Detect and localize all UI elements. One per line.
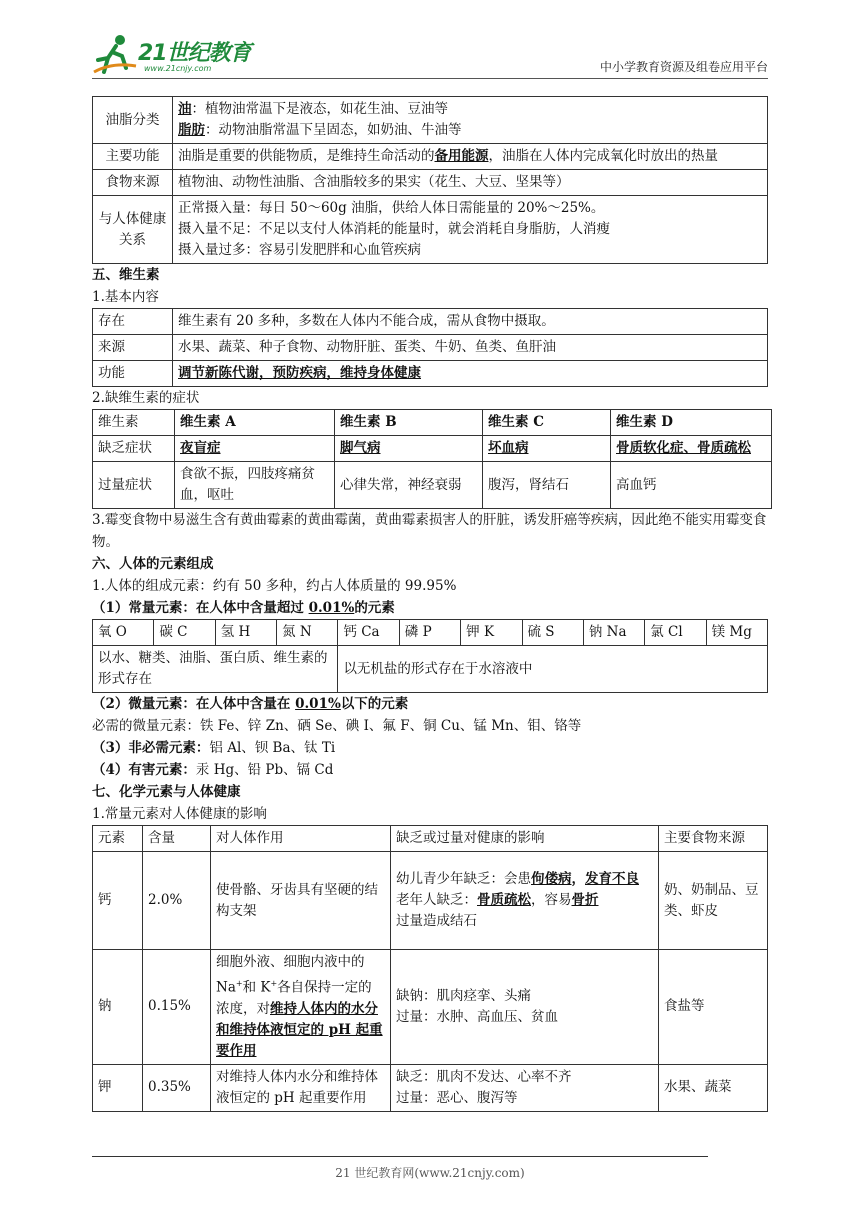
- role-text: 和 K: [242, 979, 271, 996]
- over-cell: 高血钙: [611, 462, 772, 509]
- table-row: [93, 852, 768, 950]
- class-label: 油脂分类: [93, 97, 173, 144]
- vit-header: 维生素 A: [175, 410, 335, 436]
- logo: [92, 32, 262, 76]
- subheading: 1.基本内容: [92, 289, 159, 305]
- vitamin-symptom-table: [92, 409, 772, 509]
- major-heading: [92, 597, 768, 619]
- col-header: 对人体作用: [211, 826, 391, 852]
- element-food: 食盐等: [659, 950, 768, 1065]
- subheading: 2.缺维生素的症状: [92, 390, 200, 406]
- over-cell: 食欲不振，四肢疼痛贫血，呕吐: [175, 462, 335, 509]
- table-row: [93, 97, 768, 144]
- minor-heading: [92, 693, 768, 715]
- col-header: 元素: [93, 826, 143, 852]
- element-health-table: [92, 825, 768, 1112]
- effect-text: 过量造成结石: [396, 913, 477, 929]
- runner-logo-icon: [92, 32, 138, 76]
- logo-text: 21世纪教育: [138, 41, 251, 66]
- elements-table: [92, 619, 768, 693]
- role-term: 维持人体内的水分和维持体液恒定的 pH 起重要作用: [216, 1000, 383, 1059]
- effect-text: 过量：水肿、高血压、贫血: [396, 1008, 558, 1025]
- element-cell: 碳 C: [154, 620, 215, 646]
- note-paragraph: 3.霉变食物中易滋生含有黄曲霉素的黄曲霉菌，黄曲霉素损害人的肝脏，诱发肝癌等疾病，因此绝不能实用霉变食物。: [92, 512, 767, 550]
- col-header: 缺乏或过量对健康的影响: [391, 826, 659, 852]
- vitamin-basic-table: [92, 308, 768, 387]
- element-cell: 钾 K: [461, 620, 522, 646]
- oil-term: 油: [178, 101, 192, 117]
- element-name: 钠: [93, 950, 143, 1065]
- basic-value: 水果、蔬菜、种子食物、动物肝脏、蛋类、牛奶、鱼类、鱼肝油: [173, 335, 768, 361]
- table-row: [93, 646, 768, 693]
- subheading: 1.常量元素对人体健康的影响: [92, 806, 267, 822]
- section-title: 五、维生素: [92, 267, 160, 283]
- role-text: 各自保持一定的浓度，对: [216, 979, 372, 1017]
- basic-value: 调节新陈代谢，预防疾病，维持身体健康: [173, 361, 768, 387]
- table-row: [93, 361, 768, 387]
- element-cell: 钙 Ca: [338, 620, 399, 646]
- element-effect: [391, 1064, 659, 1111]
- element-effect: [391, 950, 659, 1065]
- table-row: [93, 620, 768, 646]
- table-row: [93, 196, 768, 264]
- table-row: [93, 410, 772, 436]
- basic-key: 功能: [93, 361, 173, 387]
- health-low: 摄入量不足：不足以支付人体消耗的能量时，就会消耗自身脂肪，人消瘦: [178, 221, 610, 237]
- health-label: 与人体健康关系: [93, 196, 173, 264]
- vit-header: 维生素: [93, 410, 175, 436]
- table-row: [93, 826, 768, 852]
- health-cell: [173, 196, 768, 264]
- document-body: [92, 96, 768, 1112]
- page-header: [92, 32, 768, 79]
- composition-line: 1.人体的组成元素：约有 50 多种，约占人体质量的 99.95%: [92, 578, 457, 594]
- element-pct: 0.15%: [143, 950, 211, 1065]
- form-right: 以无机盐的形式存在于水溶液中: [338, 646, 768, 693]
- form-left: 以水、糖类、油脂、蛋白质、维生素的形式存在: [93, 646, 338, 693]
- fat-text: ：动物油脂常温下呈固态，如奶油、牛油等: [205, 122, 462, 138]
- effect-text: 缺钠：肌肉痉挛、头痛: [396, 987, 531, 1004]
- health-high: 摄入量过多：容易引发肥胖和心血管疾病: [178, 242, 421, 258]
- harmful-line: [92, 759, 768, 781]
- col-header: 含量: [143, 826, 211, 852]
- effect-text: ，容易: [531, 892, 572, 908]
- table-row: [93, 436, 772, 462]
- effect-term: 发育不良: [585, 871, 639, 887]
- minor-list: 必需的微量元素：铁 Fe、锌 Zn、硒 Se、碘 I、氟 F、铜 Cu、锰 Mn、钼、铬等: [92, 718, 582, 734]
- element-name: 钙: [93, 852, 143, 950]
- over-cell: 心律失常，神经衰弱: [335, 462, 483, 509]
- class-cell: [173, 97, 768, 144]
- major-text-end: 的元素: [354, 600, 395, 616]
- nonessential-list: 铝 Al、钡 Ba、钛 Ti: [209, 740, 336, 756]
- nonessential-label: （3）非必需元素：: [92, 740, 210, 756]
- effect-text: 缺乏：肌肉不发达、心率不齐: [396, 1068, 572, 1085]
- nonessential-line: [92, 737, 768, 759]
- role-text: 细胞外液、细胞内液中的 Na: [216, 954, 365, 996]
- over-label: 过量症状: [93, 462, 175, 509]
- element-effect: [391, 852, 659, 950]
- effect-term: 骨质疏松: [477, 892, 531, 908]
- element-cell: 氮 N: [277, 620, 338, 646]
- func-label: 主要功能: [93, 144, 173, 170]
- effect-text: 幼儿青少年缺乏：会患: [396, 871, 531, 887]
- section-title: 六、人体的元素组成: [92, 556, 214, 572]
- section-title: 七、化学元素与人体健康: [92, 784, 241, 800]
- source-label: 食物来源: [93, 170, 173, 196]
- fat-term: 脂肪: [178, 122, 205, 138]
- vit-header: 维生素 B: [335, 410, 483, 436]
- effect-text: 过量：恶心、腹泻等: [396, 1089, 518, 1106]
- logo-url: www.21cnjy.com: [144, 64, 212, 73]
- element-cell: 氯 Cl: [645, 620, 706, 646]
- basic-key: 来源: [93, 335, 173, 361]
- effect-text: 老年人缺乏：: [396, 892, 477, 908]
- element-role: 对维持人体内水分和维持体液恒定的 pH 起重要作用: [211, 1064, 391, 1111]
- col-header: 主要食物来源: [659, 826, 768, 852]
- lack-cell: 夜盲症: [175, 436, 335, 462]
- element-pct: 2.0%: [143, 852, 211, 950]
- harmful-label: （4）有害元素：: [92, 762, 196, 778]
- effect-sep: ，: [571, 871, 585, 887]
- minor-text-end: 以下的元素: [340, 696, 409, 712]
- element-cell: 磷 P: [399, 620, 460, 646]
- lack-cell: 脚气病: [335, 436, 483, 462]
- harmful-list: 汞 Hg、铅 Pb、镉 Cd: [195, 762, 334, 778]
- lack-cell: 坏血病: [483, 436, 611, 462]
- source-text: 植物油、动物性油脂、含油脂较多的果实（花生、大豆、坚果等）: [173, 170, 768, 196]
- minor-pct: 0.01%: [295, 696, 341, 712]
- table-row: [93, 170, 768, 196]
- func-text-end: ，油脂在人体内完成氧化时放出的热量: [488, 148, 718, 164]
- footer-text: 21 世纪教育网(www.21cnjy.com): [335, 1166, 525, 1180]
- table-row: [93, 144, 768, 170]
- element-food: 水果、蔬菜: [659, 1064, 768, 1111]
- table-row: [93, 462, 772, 509]
- element-cell: 镁 Mg: [706, 620, 767, 646]
- element-cell: 氧 O: [93, 620, 154, 646]
- major-pct: 0.01%: [308, 600, 355, 616]
- effect-term: 骨折: [571, 892, 599, 908]
- charge-sup: +: [235, 979, 243, 988]
- func-cell: [173, 144, 768, 170]
- vit-header: 维生素 C: [483, 410, 611, 436]
- element-cell: 硫 S: [522, 620, 583, 646]
- minor-text: （2）微量元素：在人体中含量在: [92, 696, 296, 712]
- table-row: [93, 950, 768, 1065]
- effect-term: 佝偻病: [531, 871, 572, 887]
- platform-title: 中小学教育资源及组卷应用平台: [599, 60, 768, 74]
- vit-header: 维生素 D: [611, 410, 772, 436]
- lack-cell: 骨质软化症、骨质疏松: [611, 436, 772, 462]
- table-row: [93, 335, 768, 361]
- element-pct: 0.35%: [143, 1064, 211, 1111]
- oil-text: ：植物油常温下是液态，如花生油、豆油等: [191, 101, 448, 117]
- basic-key: 存在: [93, 309, 173, 335]
- element-role: [211, 950, 391, 1065]
- element-food: 奶、奶制品、豆类、虾皮: [659, 852, 768, 950]
- table-row: [93, 1064, 768, 1111]
- charge-sup: +: [270, 979, 278, 988]
- element-role: 使骨骼、牙齿具有坚硬的结构支架: [211, 852, 391, 950]
- over-cell: 腹泻，肾结石: [483, 462, 611, 509]
- major-text: （1）常量元素：在人体中含量超过: [92, 600, 309, 616]
- element-cell: 氢 H: [215, 620, 276, 646]
- fat-table: [92, 96, 768, 264]
- basic-value: 维生素有 20 多种，多数在人体内不能合成，需从食物中摄取。: [173, 309, 768, 335]
- footer-divider: [92, 1156, 708, 1157]
- health-normal: 正常摄入量：每日 50～60g 油脂，供给人体日需能量的 20%～25%。: [178, 200, 605, 216]
- element-cell: 钠 Na: [583, 620, 644, 646]
- element-name: 钾: [93, 1064, 143, 1111]
- table-row: [93, 309, 768, 335]
- lack-label: 缺乏症状: [93, 436, 175, 462]
- func-term: 备用能源: [434, 148, 489, 164]
- func-text: 油脂是重要的供能物质，是维持生命活动的: [178, 148, 435, 164]
